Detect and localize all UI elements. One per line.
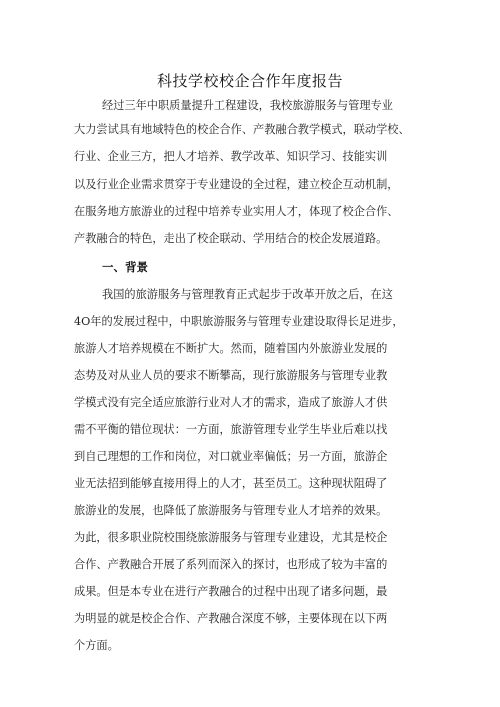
section-paragraph-line: 态势及对从业人员的要求不断攀高，现行旅游服务与管理专业教 <box>74 369 388 382</box>
section-paragraph-line: 到自己理想的工作和岗位，对口就业率偏低；另一方面，旅游企 <box>74 450 388 463</box>
section-paragraph-line: 需不平衡的错位现状：一方面，旅游管理专业学生毕业后难以找 <box>74 423 388 436</box>
section-paragraph-line: 为此，很多职业院校围绕旅游服务与管理专业建设，尤其是校企 <box>74 531 388 544</box>
intro-line: 在服务地方旅游业的过程中培养专业实用人才，体现了校企合作、 <box>74 205 399 218</box>
section-paragraph-line: 业无法招到能够直接用得上的人才，甚至员工。这种现状阻碍了 <box>74 477 388 490</box>
intro-line: 行业、企业三方，把人才培养、教学改革、知识学习、技能实训 <box>74 150 388 163</box>
section-paragraph-line: 为明显的就是校企合作、产教融合深度不够，主要体现在以下两 <box>74 612 388 625</box>
section-paragraph-line: 合作、产教融合开展了系列而深入的探讨，也形成了较为丰富的 <box>74 558 388 571</box>
section-paragraph-line: 成果。但是本专业在进行产教融合的过程中出现了诸多问题，最 <box>74 585 388 598</box>
intro-line: 经过三年中职质量提升工程建设，我校旅游服务与管理专业 <box>102 99 393 112</box>
section-paragraph-line: 个方面。 <box>74 639 119 652</box>
section-paragraph-line: 4O年的发展过程中，中职旅游服务与管理专业建设取得长足进步， <box>74 315 404 328</box>
section-paragraph-line: 旅游业的发展，也降低了旅游服务与管理专业人才培养的效果。 <box>74 504 388 517</box>
report-title: 科技学校校企合作年度报告 <box>156 72 343 90</box>
section-paragraph-line: 学模式没有完全适应旅游行业对人才的需求，造成了旅游人才供 <box>74 396 388 409</box>
intro-line: 产教融合的特色，走出了校企联动、学用结合的校企发展道路。 <box>74 232 388 245</box>
section-heading-background: 一、背景 <box>102 260 148 274</box>
section-paragraph-line: 旅游人才培养规模在不断扩大。然而，随着国内外旅游业发展的 <box>74 342 388 355</box>
intro-line: 以及行业企业需求贯穿于专业建设的全过程，建立校企互动机制， <box>74 178 399 191</box>
section-paragraph-line: 我国的旅游服务与管理教育正式起步于改革开放之后，在这 <box>102 288 393 301</box>
intro-line: 大力尝试具有地域特色的校企合作、产教融合教学模式，联动学校、 <box>74 123 410 136</box>
